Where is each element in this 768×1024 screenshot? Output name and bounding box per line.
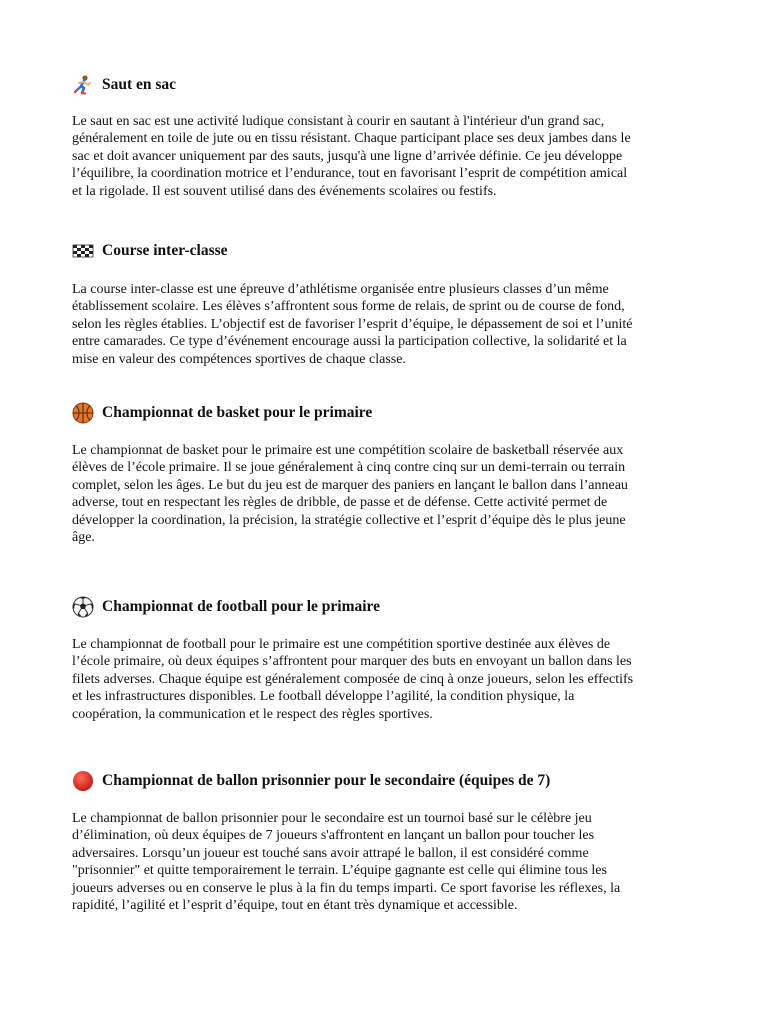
section-football-primaire — [72, 594, 700, 723]
section-title: Course inter-classe — [102, 242, 228, 259]
section-title: Championnat de basket pour le primaire — [102, 404, 373, 421]
section-heading — [72, 400, 700, 426]
section-body: Le championnat de football pour le primaire est une compétition sportive destinée aux élèves de l’école primaire, où deux équipes s’affrontent pour marquer des buts en envoyant un ballon dans les filets adverses. Chaque équipe est généralement composée de cinq à onze joueurs, selon les effectifs et les infrastructures disponibles. Le football développe l’agilité, la condition physique, la coopération, la communication et le respect des règles sportives. — [72, 637, 634, 722]
checkered-flag-icon — [72, 240, 94, 262]
soccer-ball-icon — [72, 596, 94, 618]
basketball-icon — [72, 402, 94, 424]
section-ballon-prisonnier-secondaire — [72, 768, 700, 914]
red-circle-icon — [72, 770, 94, 792]
section-title: Championnat de ballon prisonnier pour le secondaire (équipes de 7) — [102, 772, 551, 789]
section-basket-primaire — [72, 400, 700, 546]
section-body: Le championnat de ballon prisonnier pour le secondaire est un tournoi basé sur le célèbre jeu d’élimination, où deux équipes de 7 joueurs s'affrontent en lançant un ballon pour toucher les adversaires. Lorsqu’un joueur est touché sans avoir attrapé le ballon, il est considéré comme "prisonnier" et quitte temporairement le terrain. L’équipe gagnante est celle qui élimine tous les joueurs adverses ou en conserve le plus à la fin du temps imparti. Ce sport favorise les réflexes, la rapidité, l’agilité et l’esprit d’équipe, tout en étant très dynamique et accessible. — [72, 811, 621, 914]
section-heading — [72, 72, 700, 98]
section-heading — [72, 768, 700, 794]
section-body: La course inter-classe est une épreuve d’athlétisme organisée entre plusieurs classes d’un même établissement scolaire. Les élèves s’affrontent sous forme de relais, de sprint ou de course de fond, selon les règles établies. L’objectif est de favoriser l’esprit d’équipe, le dépassement de soi et l’unité entre camarades. Ce type d’événement encourage aussi la participation collective, la solidarité et la mise en valeur des compétences sportives de chaque classe. — [72, 282, 633, 367]
running-person-icon — [72, 74, 94, 96]
section-title: Saut en sac — [102, 76, 177, 93]
section-body: Le saut en sac est une activité ludique consistant à courir en sautant à l'intérieur d'un grand sac, généralement en toile de jute ou en tissu résistant. Chaque participant place ses deux jambes dans le sac et doit avancer uniquement par des sauts, jusqu'à une ligne d’arrivée définie. Ce jeu développe l’équilibre, la coordination motrice et l’endurance, tout en favorisant l’esprit de compétition amical et la rigolade. Il est souvent utilisé dans des événements scolaires ou festifs. — [72, 114, 631, 199]
section-body: Le championnat de basket pour le primaire est une compétition scolaire de basketball réservée aux élèves de l’école primaire. Il se joue généralement à cinq contre cinq sur un demi-terrain ou terrain complet, selon les âges. Le but du jeu est de marquer des paniers en lançant le ballon dans l’anneau adverse, tout en respectant les règles de dribble, de passe et de défense. Cette activité permet de développer la coordination, la précision, la stratégie collective et l’esprit d’équipe dès le plus jeune âge. — [72, 443, 628, 546]
section-saut-en-sac — [72, 72, 700, 200]
section-course-inter-classe — [72, 238, 700, 368]
section-title: Championnat de football pour le primaire — [102, 598, 381, 615]
section-heading — [72, 594, 700, 620]
section-heading — [72, 238, 700, 264]
